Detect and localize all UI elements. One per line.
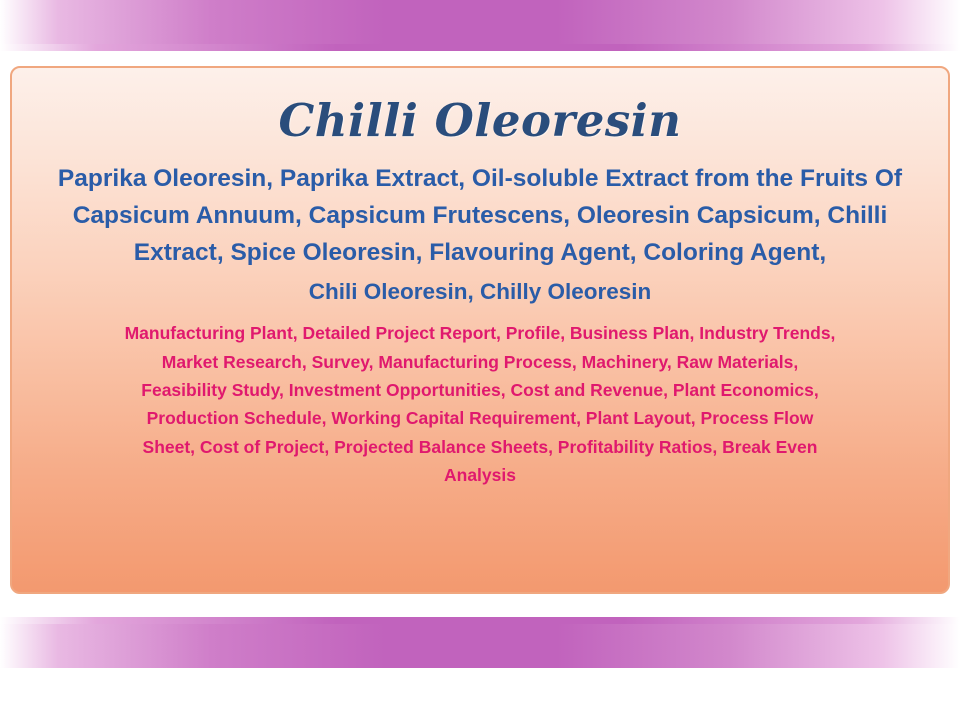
keyword-line: Analysis	[444, 465, 516, 486]
top-decorative-band	[0, 0, 960, 44]
keyword-line: Manufacturing Plant, Detailed Project Report, Profile, Business Plan, Industry Trends,	[124, 323, 836, 344]
subtitle-line: Extract, Spice Oleoresin, Flavouring Agent, Coloring Agent,	[133, 238, 827, 266]
page-title: Chilli Oleoresin	[278, 94, 682, 147]
top-decorative-strip	[0, 44, 960, 51]
bottom-decorative-band	[0, 624, 960, 668]
keyword-line: Production Schedule, Working Capital Requirement, Plant Layout, Process Flow	[146, 408, 814, 429]
keyword-block	[34, 319, 926, 489]
keyword-line: Market Research, Survey, Manufacturing Process, Machinery, Raw Materials,	[161, 351, 799, 372]
subtitle-line: Chili Oleoresin, Chilly Oleoresin	[308, 279, 652, 305]
subtitle-line: Paprika Oleoresin, Paprika Extract, Oil-soluble Extract from the Fruits Of	[57, 164, 903, 192]
content-card	[10, 66, 950, 594]
keyword-line: Feasibility Study, Investment Opportunities, Cost and Revenue, Plant Economics,	[141, 380, 819, 401]
subtitle-block	[44, 160, 916, 310]
bottom-decorative-strip	[0, 617, 960, 624]
subtitle-line: Capsicum Annuum, Capsicum Frutescens, Oleoresin Capsicum, Chilli	[72, 201, 888, 229]
keyword-line: Sheet, Cost of Project, Projected Balance Sheets, Profitability Ratios, Break Even	[142, 436, 818, 457]
